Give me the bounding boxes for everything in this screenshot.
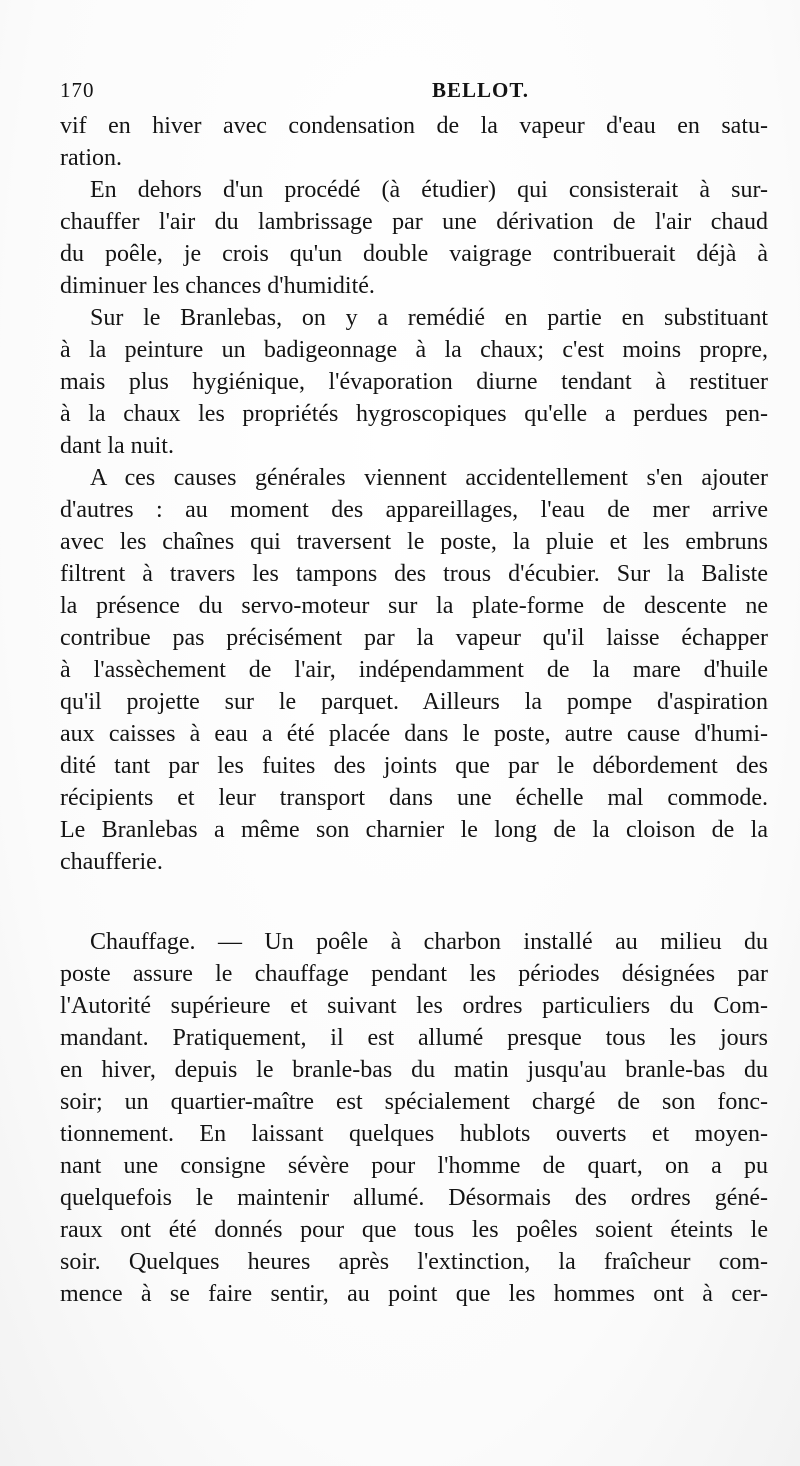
text-line: contribue pas précisément par la vapeur qu'il laisse échapper — [60, 625, 768, 651]
text-line: d'autres : au moment des appareillages, l'eau de mer arrive — [60, 497, 768, 523]
text-line: la présence du servo-moteur sur la plate-forme de descente ne — [60, 593, 768, 619]
page-header — [60, 78, 780, 108]
text-line: nant une consigne sévère pour l'homme de quart, on a pu — [60, 1153, 768, 1179]
text-line: aux caisses à eau a été placée dans le poste, autre cause d'humi- — [60, 721, 768, 747]
text-line: l'Autorité supérieure et suivant les ordres particuliers du Com- — [60, 993, 768, 1019]
text-line: mais plus hygiénique, l'évaporation diurne tendant à restituer — [60, 369, 768, 395]
text-line: filtrent à travers les tampons des trous d'écubier. Sur la Baliste — [60, 561, 768, 587]
text-line: à la chaux les propriétés hygroscopiques qu'elle a perdues pen- — [60, 401, 768, 427]
text-line: du poêle, je crois qu'un double vaigrage contribuerait déjà à — [60, 241, 768, 267]
text-line: vif en hiver avec condensation de la vapeur d'eau en satu- — [60, 113, 768, 139]
text-line: diminuer les chances d'humidité. — [60, 273, 375, 299]
text-line: ration. — [60, 145, 122, 171]
body-text — [60, 110, 768, 1310]
text-line: à l'assèchement de l'air, indépendamment de la mare d'huile — [60, 657, 768, 683]
text-line: soir; un quartier-maître est spécialement chargé de son fonc- — [60, 1089, 768, 1115]
text-line: tionnement. En laissant quelques hublots ouverts et moyen- — [60, 1121, 768, 1147]
text-line: dant la nuit. — [60, 433, 174, 459]
text-line: qu'il projette sur le parquet. Ailleurs la pompe d'aspiration — [60, 689, 768, 715]
text-line: chauffer l'air du lambrissage par une dérivation de l'air chaud — [60, 209, 768, 235]
text-line: soir. Quelques heures après l'extinction, la fraîcheur com- — [60, 1249, 768, 1275]
text-line: en hiver, depuis le branle-bas du matin jusqu'au branle-bas du — [60, 1057, 768, 1083]
text-line: A ces causes générales viennent accidentellement s'en ajouter — [90, 465, 768, 491]
text-line: mandant. Pratiquement, il est allumé presque tous les jours — [60, 1025, 768, 1051]
text-line: chaufferie. — [60, 849, 163, 875]
text-line: avec les chaînes qui traversent le poste, la pluie et les embruns — [60, 529, 768, 555]
text-line: Sur le Branlebas, on y a remédié en partie en substituant — [90, 305, 768, 331]
paragraph-gap — [60, 878, 768, 926]
text-line: poste assure le chauffage pendant les périodes désignées par — [60, 961, 768, 987]
text-line: raux ont été donnés pour que tous les poêles soient éteints le — [60, 1217, 768, 1243]
text-line: à la peinture un badigeonnage à la chaux; c'est moins propre, — [60, 337, 768, 363]
text-line: En dehors d'un procédé (à étudier) qui consisterait à sur- — [90, 177, 768, 203]
text-line: Le Branlebas a même son charnier le long de la cloison de la — [60, 817, 768, 843]
text-line: dité tant par les fuites des joints que par le débordement des — [60, 753, 768, 779]
running-head: BELLOT. — [432, 78, 530, 102]
page-number: 170 — [60, 78, 95, 102]
text-line: Chauffage. — Un poêle à charbon installé au milieu du — [90, 929, 768, 955]
text-line: quelquefois le maintenir allumé. Désormais des ordres géné- — [60, 1185, 768, 1211]
text-line: mence à se faire sentir, au point que les hommes ont à cer- — [60, 1281, 768, 1307]
text-line: récipients et leur transport dans une échelle mal commode. — [60, 785, 768, 811]
